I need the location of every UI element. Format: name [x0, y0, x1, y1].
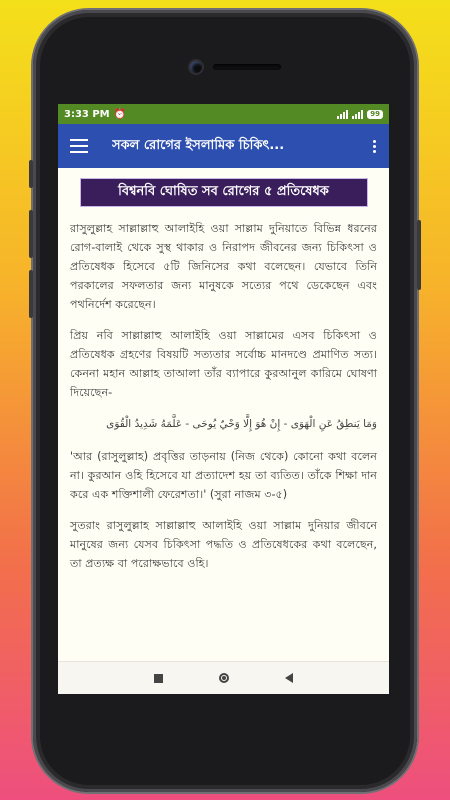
status-bar — [58, 104, 389, 124]
volume-up-button — [29, 210, 33, 258]
hamburger-menu-icon[interactable] — [70, 139, 88, 153]
article-paragraph: রাসুলুল্লাহ সাল্লাল্লাহু আলাইহি ওয়া সাল্লাম দুনিয়াতে বিভিন্ন ধরনের রোগ-বালাই থেকে সুস্থ থাকার ও নিরাপদ জীবনের জন্য চিকিৎসা ও প্রতিষেধক হিসেবে ৫টি জিনিসের কথা বলেছেন। যেভাবে তিনি পরকালের সফলতার জন্য মানুষকে সত্যের পথে ডেকেছেন এবং পথনির্দেশ করেছেন। — [70, 222, 377, 311]
recents-square-icon[interactable] — [154, 674, 163, 683]
power-button — [417, 220, 421, 290]
mute-switch — [29, 160, 33, 188]
arabic-verse: وَمَا يَنطِقُ عَنِ الْهَوَى - إِنْ هُوَ إِلَّا وَحْيٌ يُوحَى - عَلَّمَهُ شَدِيدُ الْقُوَى — [106, 418, 377, 430]
back-triangle-icon[interactable] — [285, 673, 293, 683]
home-circle-icon[interactable] — [219, 673, 229, 683]
earpiece-speaker — [213, 64, 281, 70]
article-headline: বিশ্বনবি ঘোষিত সব রোগের ৫ প্রতিষেধক — [80, 178, 368, 207]
more-vert-icon[interactable] — [367, 140, 381, 153]
front-camera — [190, 61, 202, 73]
article-content[interactable] — [58, 168, 389, 573]
signal-icon — [337, 109, 348, 119]
article-paragraph: সুতরাং রাসুলুল্লাহ সাল্লাল্লাহু আলাইহি ওয়া সাল্লাম দুনিয়ার জীবনে মানুষের জন্য যেসব চিকিৎসা পদ্ধতি ও প্রতিষেধকের কথা বলেছেন, তা প্রত্যক্ষ বা পরোক্ষভাবে ওহি। — [70, 519, 377, 570]
device-screen — [58, 104, 389, 694]
signal-icon-2 — [352, 109, 363, 119]
status-time: 3:33 PM — [64, 108, 110, 120]
app-bar — [58, 124, 389, 168]
volume-down-button — [29, 270, 33, 318]
article-paragraph: প্রিয় নবি সাল্লাল্লাহু আলাইহি ওয়া সাল্লামের এসব চিকিৎসা ও প্রতিষেধক গ্রহণের বিষয়টি সত্যতার সর্বোচ্চ মানদণ্ডে প্রমাণিত সত্য। কেননা মহান আল্লাহ তাআলা তাঁর ব্যাপারে কুরআনুল কারিমে ঘোষণা দিয়েছেন- — [70, 329, 377, 399]
battery-icon: 99 — [367, 110, 383, 119]
app-title: সকল রোগের ইসলামিক চিকিৎ... — [112, 137, 285, 153]
system-nav-bar — [58, 661, 389, 694]
alarm-icon: ⏰ — [113, 108, 127, 120]
article-paragraph: 'আর (রাসুলুল্লাহ) প্রবৃত্তির তাড়নায় (নিজ থেকে) কোনো কথা বলেন না। কুরআন ওহি হিসেবে যা প্রত্যাদেশ হয় তা ব্যতিত। তাঁকে শিক্ষা দান করে এক শক্তিশালী ফেরেশতা।' (সুরা নাজম ৩-৫) — [70, 450, 377, 501]
